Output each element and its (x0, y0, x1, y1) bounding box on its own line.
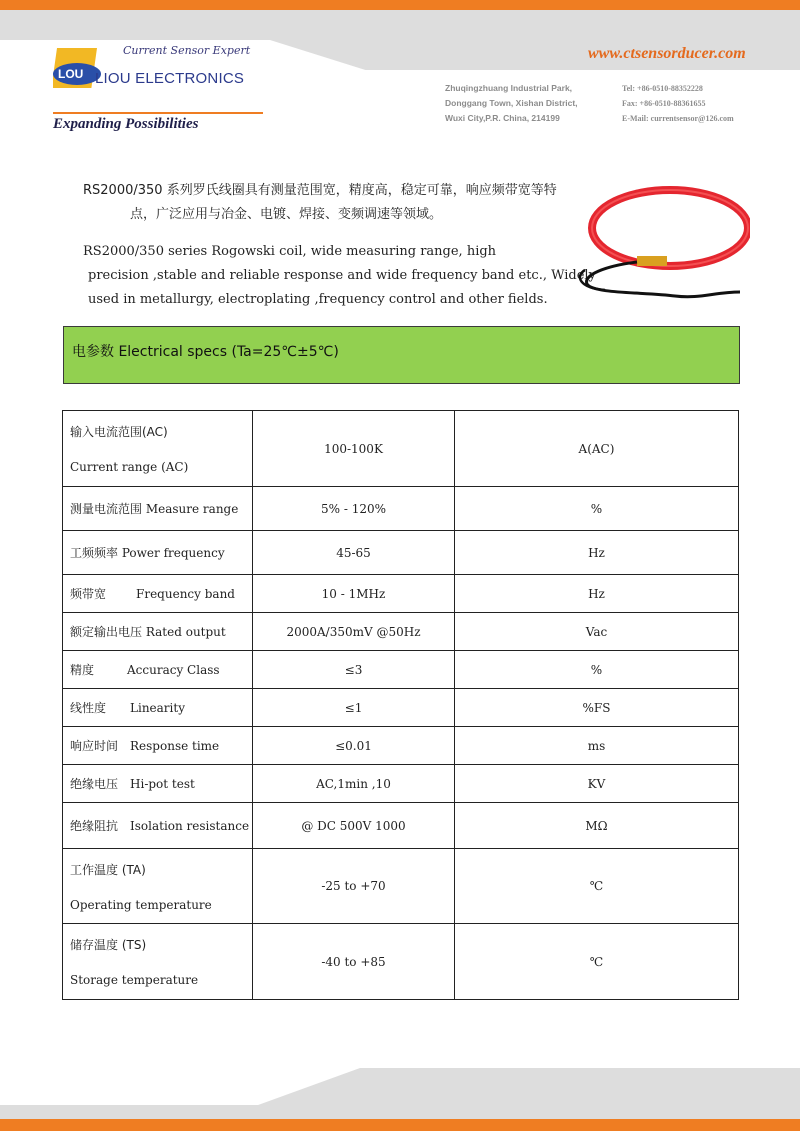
spec-name-en: Storage temperature (70, 973, 199, 987)
spec-name (63, 849, 253, 924)
spec-name-en: Accuracy Class (127, 663, 220, 677)
table-row (63, 689, 739, 727)
spec-value: ≤0.01 (253, 727, 455, 765)
spec-name-zh: 输入电流范围(AC) (70, 425, 168, 439)
spec-name-zh: 绝缘阻抗 (70, 819, 119, 833)
bottom-grey-band (0, 1105, 800, 1119)
spec-value: AC,1min ,10 (253, 765, 455, 803)
spec-name-zh: 响应时间 (70, 739, 119, 753)
spec-unit: ms (455, 727, 739, 765)
bottom-orange-bar (0, 1119, 800, 1131)
spec-name-en: Current range (AC) (70, 460, 189, 474)
website-link[interactable]: www.ctsensorducer.com (588, 45, 746, 62)
table-row (63, 411, 739, 487)
spec-name-zh: 工频频率 (70, 546, 119, 560)
intro-en-line1: RS2000/350 series Rogowski coil, wide measuring range, high (83, 244, 497, 259)
top-grey-band (0, 10, 800, 40)
table-row (63, 765, 739, 803)
spec-name-en: Isolation resistance (130, 819, 250, 833)
spec-unit: A(AC) (455, 411, 739, 487)
table-row (63, 531, 739, 575)
company-contact (622, 81, 734, 126)
contact-phone: Tel: +86-0510-88352228 (622, 84, 703, 93)
spec-value: ≤3 (253, 651, 455, 689)
spec-name-en: Operating temperature (70, 897, 212, 912)
spec-name-en: Power frequency (121, 546, 225, 560)
slogan-rule (53, 112, 263, 114)
table-row (63, 727, 739, 765)
spec-name-en: Response time (130, 739, 220, 753)
spec-unit: % (455, 487, 739, 531)
spec-name-zh: 频带宽 (70, 587, 107, 601)
spec-unit: ℃ (455, 924, 739, 1000)
table-row (63, 613, 739, 651)
spec-name-zh: 精度 (70, 663, 95, 677)
spec-unit: ℃ (455, 849, 739, 924)
spec-unit: Hz (455, 575, 739, 613)
liou-logo-icon (53, 48, 101, 90)
spec-name-en: Frequency band (136, 587, 235, 601)
intro-zh-line2: 点，广泛应用与冶金、电镀、焊接、变频调速等领域。 (130, 207, 443, 222)
intro-en-line3: used in metallurgy, electroplating ,frequency control and other fields. (88, 292, 548, 307)
spec-name-en: Rated output (145, 625, 226, 639)
contact-email[interactable]: E-Mail: currentsensor@126.com (622, 114, 734, 123)
spec-value: 2000A/350mV @50Hz (253, 613, 455, 651)
address-line: Donggang Town, Xishan District, (445, 98, 578, 108)
bottom-grey-wedge (250, 1068, 800, 1108)
spec-value: ≤1 (253, 689, 455, 727)
top-orange-bar (0, 0, 800, 10)
spec-name (63, 613, 253, 651)
table-row (63, 924, 739, 1000)
table-row (63, 487, 739, 531)
address-line: Wuxi City,P.R. China, 214199 (445, 113, 560, 123)
spec-value: -40 to +85 (253, 924, 455, 1000)
spec-name (63, 651, 253, 689)
spec-name-en: Hi-pot test (130, 777, 195, 791)
svg-text:LOU: LOU (58, 67, 84, 81)
spec-name (63, 689, 253, 727)
table-row (63, 575, 739, 613)
specs-header-band (63, 326, 740, 384)
spec-name (63, 575, 253, 613)
company-address (445, 81, 578, 126)
spec-value: 5% - 120% (253, 487, 455, 531)
intro-zh-line1: RS2000/350 系列罗氏线圈具有测量范围宽，精度高，稳定可靠，响应频带宽等特 (83, 183, 557, 198)
spec-value: 100-100K (253, 411, 455, 487)
contact-fax: Fax: +86-0510-88361655 (622, 99, 706, 108)
slogan: Expanding Possibilities (53, 116, 199, 132)
logo-tagline: Current Sensor Expert (123, 44, 251, 57)
spec-unit: %FS (455, 689, 739, 727)
spec-name-zh: 额定输出电压 (70, 625, 143, 639)
company-logo (53, 40, 263, 95)
table-row (63, 849, 739, 924)
rogowski-coil-image (565, 180, 750, 305)
address-line: Zhuqingzhuang Industrial Park, (445, 83, 573, 93)
spec-name-zh: 储存温度 (TS) (70, 938, 147, 952)
specs-title: 电参数 Electrical specs (Ta=25℃±5℃) (72, 344, 339, 360)
spec-name (63, 765, 253, 803)
table-row (63, 651, 739, 689)
spec-unit: Vac (455, 613, 739, 651)
spec-value: 10 - 1MHz (253, 575, 455, 613)
spec-unit: Hz (455, 531, 739, 575)
spec-name-zh: 绝缘电压 (70, 777, 119, 791)
spec-name-zh: 测量电流范围 (70, 502, 143, 516)
intro-en-line2: precision ,stable and reliable response and wide frequency band etc., Widely (88, 268, 596, 283)
spec-name (63, 924, 253, 1000)
specs-table (62, 410, 739, 1000)
table-row (63, 803, 739, 849)
spec-name (63, 727, 253, 765)
spec-name-zh: 线性度 (70, 701, 107, 715)
spec-value: 45-65 (253, 531, 455, 575)
spec-unit: MΩ (455, 803, 739, 849)
spec-unit: % (455, 651, 739, 689)
company-name: LIOU ELECTRONICS (95, 70, 245, 87)
spec-name (63, 803, 253, 849)
spec-name (63, 531, 253, 575)
spec-name-zh: 工作温度 (TA) (70, 862, 146, 877)
spec-value: -25 to +70 (253, 849, 455, 924)
spec-unit: KV (455, 765, 739, 803)
spec-name (63, 487, 253, 531)
spec-name-en: Measure range (145, 502, 239, 516)
spec-value: @ DC 500V 1000 (253, 803, 455, 849)
spec-name-en: Linearity (130, 701, 185, 715)
spec-name (63, 411, 253, 487)
